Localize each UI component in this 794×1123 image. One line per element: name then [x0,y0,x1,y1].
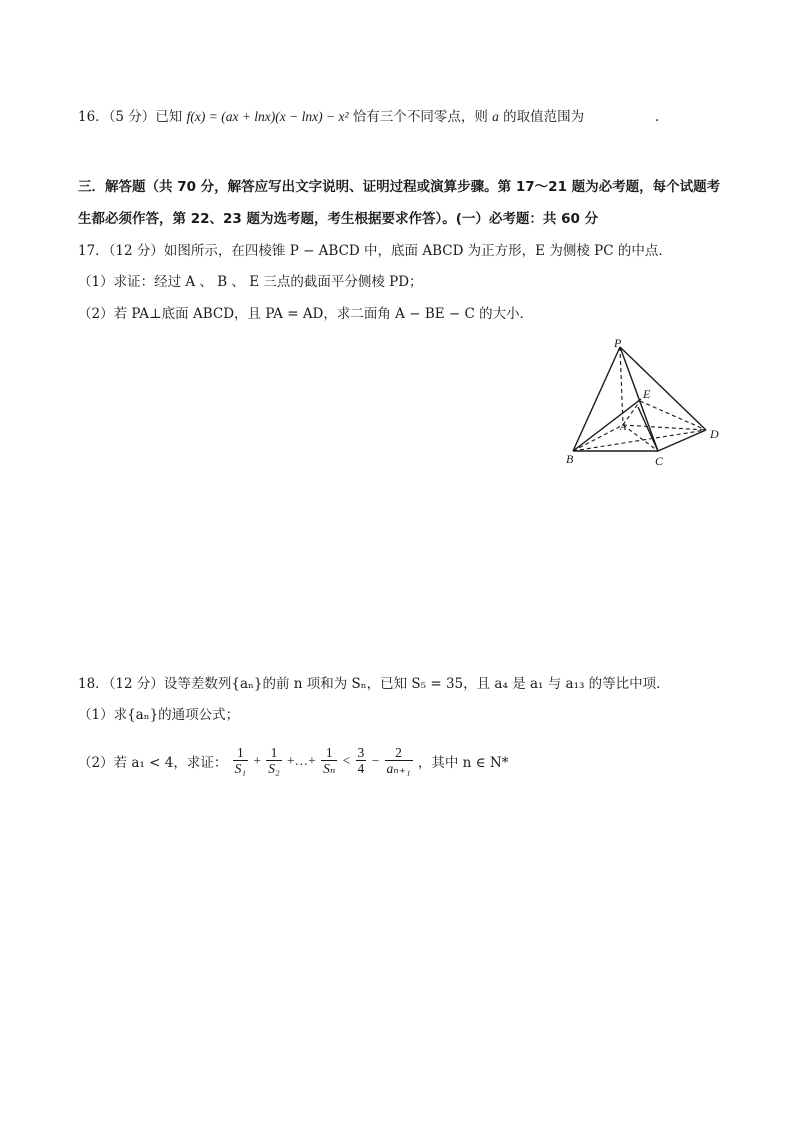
fraction-1-over-S2 [266,745,281,777]
frac-num: 3 [357,745,365,760]
frac-den: 4 [357,761,365,776]
label-C: C [655,454,664,467]
ellipsis-sum: +…+ [287,753,316,768]
q18-part2-suffix: ，其中 n ∈ N* [417,755,509,771]
q17-part2: （2）若 PA⊥底面 ABCD，且 PA = AD，求二面角 A − BE − C 的大小． [78,306,534,322]
segment-EC [638,407,658,451]
section3-header-line2: 生都必须作答，第 22、23 题为选考题，考生根据要求作答）。(一）必考题：共 60 分 [78,211,599,227]
frac-den: aₙ₊₁ [386,761,411,776]
edge-AB [573,425,623,451]
q17-stem: 17．（12 分）如图所示，在四棱锥 P − ABCD 中，底面 ABCD 为正方形，E 为侧棱 PC 的中点． [78,243,672,259]
q16-suffix: 的取值范围为 [498,109,585,125]
fraction-3-over-4 [356,745,367,777]
pyramid-figure [558,335,728,467]
edge-PD [620,347,706,430]
q18-stem: 18．（12 分）设等差数列{aₙ}的前 n 项和为 Sₙ，已知 S₅ = 35，且 a₄ 是 a₁ 与 a₁₃ 的等比中项． [78,676,670,692]
question-16 [78,108,584,126]
less-than-sign: < [342,753,351,768]
q18-part2 [78,745,508,777]
segment-ED [640,401,706,430]
fraction-1-over-S1 [233,745,248,777]
edge-PC [620,347,658,451]
edge-PB [573,347,620,451]
frac-num: 1 [266,745,281,761]
section3-header-line1: 三．解答题（共 70 分，解答应写出文字说明、证明过程或演算步骤。第 17～21 题为必考题，每个试题考 [78,179,721,195]
edge-CD [658,430,706,451]
q16-prefix: 16．（5 分）已知 [78,109,187,125]
label-D: D [710,427,719,441]
frac-den: S₂ [268,761,280,776]
q16-variable: a [492,109,499,124]
q16-formula: f(x) = (ax + lnx)(x − lnx) − x² [186,109,349,124]
edge-AD [623,425,706,430]
frac-num: 2 [385,745,413,761]
frac-den: S₁ [234,761,247,776]
label-A: A [620,422,627,433]
label-P: P [614,336,622,350]
q18-part2-prefix: （2）若 a₁ < 4，求证： [78,755,228,771]
q16-middle: 恰有三个不同零点，则 [348,109,493,125]
minus-sign: − [371,753,380,768]
label-B: B [566,452,574,466]
plus-sign: + [253,753,261,768]
frac-den: Sₙ [323,761,336,776]
label-E: E [643,387,651,401]
frac-num: 1 [321,745,337,761]
fraction-1-over-Sn [321,745,337,777]
fraction-2-over-an1 [385,745,413,777]
frac-num: 1 [233,745,248,761]
q17-part1: （1）求证：经过 A 、 B 、 E 三点的截面平分侧棱 PD； [78,274,423,290]
q18-part1: （1）求{aₙ}的通项公式； [78,707,240,723]
q16-blank-end: . [655,109,660,125]
